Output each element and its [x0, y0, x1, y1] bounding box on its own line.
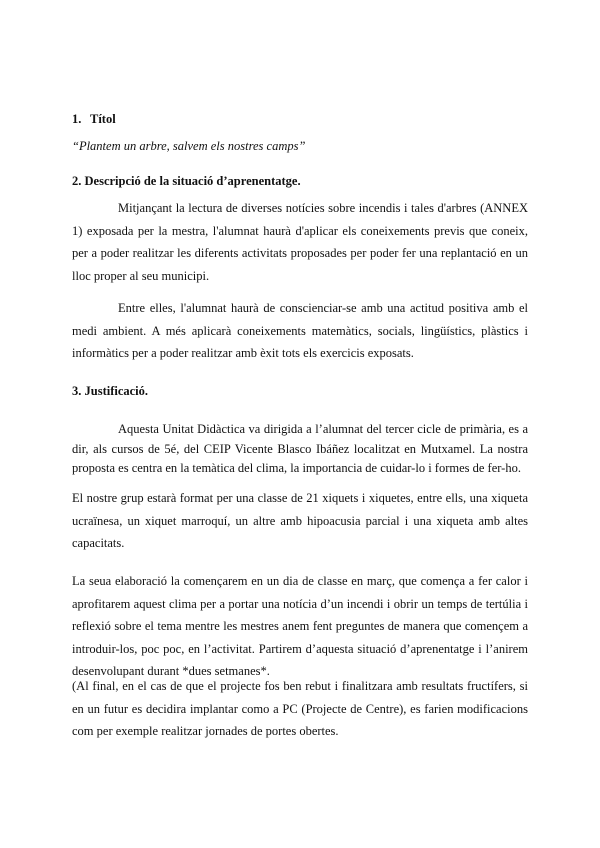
section-2-paragraph-2: Entre elles, l'alumnat haurà de conscienciar-se amb una actitud positiva amb el medi ambient. A més aplicarà coneixements matemàtics, socials, lingüístics, plàstics i informàtics per a poder realitzar amb èxit tots els exercicis exposats.: [72, 301, 528, 360]
section-3-heading: 3. Justificació.: [72, 384, 149, 398]
section-1-heading: [72, 110, 116, 128]
section-3-paragraph-4: (Al final, en el cas de que el projecte fos ben rebut i finalitzara amb resultats fructífers, si en un futur es decidira implantar como a PC (Projecte de Centre), es farien modificacions com per exemple realitzar jornades de portes obertes.: [72, 679, 528, 738]
section-2-paragraph-1: Mitjançant la lectura de diverses notícies sobre incendis i tales d'arbres (ANNEX 1) exposada per la mestra, l'alumnat haurà d'aplicar els coneixements previs que coneix, per a poder realitzar les diferents activitats proposades per poder fer una replantació en un lloc proper al seu municipi.: [72, 201, 528, 283]
project-motto: “Plantem un arbre, salvem els nostres camps”: [72, 139, 306, 153]
section-2-heading: 2. Descripció de la situació d’aprenentatge.: [72, 174, 301, 188]
section-1-title: Títol: [90, 112, 116, 126]
section-3-paragraph-3: La seua elaboració la començarem en un dia de classe en març, que comença a fer calor i aprofitarem aquest clima per a portar una notícia d’un incendi i obrir un temps de tertúlia i reflexió sobre el tema mentre les mestres anem fent preguntes de manera que començem a introduir-los, poc poc, en l’activitat. Partirem d’aquesta situació d’aprenentatge i l’anirem desenvolupant durant *dues setmanes*.: [72, 574, 528, 678]
section-3-paragraph-1: Aquesta Unitat Didàctica va dirigida a l’alumnat del tercer cicle de primària, es a dir, als cursos de 5é, del CEIP Vicente Blasco Ibáñez localitzat en Mutxamel. La nostra proposta es centra en la temàtica del clima, la importancia de cuidar-lo i formes de fer-ho.: [72, 422, 528, 475]
section-3-paragraph-2: El nostre grup estarà format per una classe de 21 xiquets i xiquetes, entre ells, una xiqueta ucraïnesa, un xiquet marroquí, un altre amb hipoacusia parcial i una xiqueta amb altes capacitats.: [72, 491, 528, 550]
section-1-number: 1.: [72, 112, 82, 126]
